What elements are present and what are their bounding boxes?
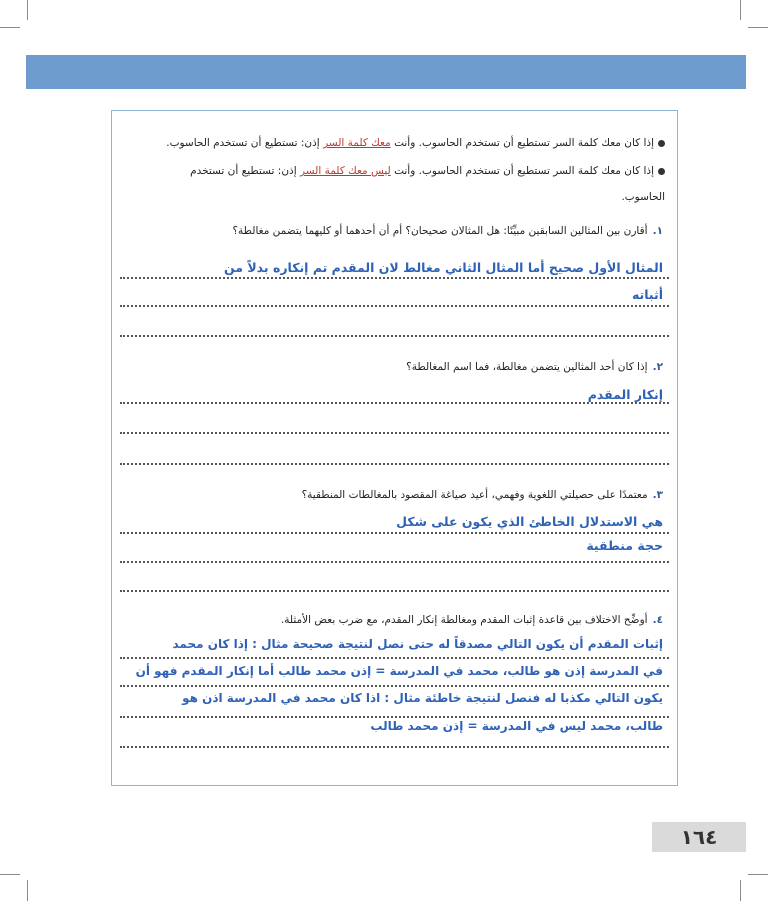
answer-line: إثبات المقدم أن يكون التالي مصدقاً له حتى نصل لنتيجة صحيحة مثال : إذا كان محمد — [172, 637, 663, 651]
dotted-line — [120, 716, 669, 718]
question-number: ١. — [652, 225, 663, 237]
intro-line-1 — [166, 137, 665, 149]
header-band — [26, 55, 746, 89]
crop-mark — [0, 27, 20, 28]
question-4 — [281, 614, 663, 626]
question-1 — [232, 225, 663, 237]
dotted-line — [120, 746, 669, 748]
crop-mark — [748, 27, 768, 28]
crop-mark — [27, 0, 28, 20]
dotted-line — [120, 402, 669, 404]
dotted-line — [120, 305, 669, 307]
page-number: ١٦٤ — [652, 822, 746, 852]
intro-line-2 — [190, 165, 665, 177]
answer-line: المثال الأول صحيح أما المثال الثاني مغالط لان المقدم تم إنكاره بدلاً من — [224, 260, 663, 275]
question-number: ٤. — [652, 614, 663, 626]
crop-mark — [740, 0, 741, 20]
intro-text: إذا كان معك كلمة السر تستطيع أن تستخدم الحاسوب. وأنت — [394, 165, 654, 177]
content-box — [111, 110, 678, 786]
bullet-icon — [658, 168, 665, 175]
question-2 — [406, 361, 663, 373]
bullet-icon — [658, 140, 665, 147]
dotted-line — [120, 561, 669, 563]
intro-text: إذن: تستطيع أن تستخدم — [190, 165, 297, 177]
highlight-text: معك كلمة السر — [323, 137, 391, 149]
answer-line: في المدرسة إذن هو طالب، محمد في المدرسة = إذن محمد طالب أما إنكار المقدم فهو أن — [135, 664, 663, 678]
crop-mark — [740, 880, 741, 901]
answer-line: أثباته — [631, 287, 663, 302]
intro-text: إذا كان معك كلمة السر تستطيع أن تستخدم الحاسوب. وأنت — [394, 137, 654, 149]
dotted-line — [120, 277, 669, 279]
crop-mark — [0, 874, 20, 875]
question-text: أقارن بين المثالين السابقين مبيِّنًا: هل المثالان صحيحان؟ أم أن أحدهما أو كليهما يتضمن مغالطة؟ — [232, 225, 648, 237]
answer-line: هي الاستدلال الخاطئ الذي يكون على شكل — [396, 514, 663, 529]
intro-line-3 — [621, 191, 665, 203]
question-text: أوضِّح الاختلاف بين قاعدة إثبات المقدم ومغالطة إنكار المقدم، مع ضرب بعض الأمثلة. — [280, 614, 648, 626]
crop-mark — [748, 874, 768, 875]
question-3 — [302, 489, 663, 501]
question-number: ٣. — [652, 489, 663, 501]
question-text: معتمدًا على حصيلتي اللغوية وفهمي، أعيد صياغة المقصود بالمغالطات المنطقية؟ — [301, 489, 648, 501]
question-text: إذا كان أحد المثالين يتضمن مغالطة، فما اسم المغالطة؟ — [406, 361, 648, 373]
answer-line: طالب، محمد ليس في المدرسة = إذن محمد طالب — [370, 719, 663, 733]
dotted-line — [120, 432, 669, 434]
dotted-line — [120, 335, 669, 337]
dotted-line — [120, 532, 669, 534]
intro-text: الحاسوب. — [621, 191, 665, 203]
dotted-line — [120, 685, 669, 687]
dotted-line — [120, 463, 669, 465]
answer-line: إنكار المقدم — [587, 387, 663, 402]
intro-text: إذن: تستطيع أن تستخدم الحاسوب. — [166, 137, 320, 149]
crop-mark — [27, 880, 28, 901]
answer-line: حجة منطقية — [586, 538, 663, 553]
highlight-text: ليس معك كلمة السر — [299, 165, 391, 177]
dotted-line — [120, 657, 669, 659]
dotted-line — [120, 590, 669, 592]
answer-line: يكون التالي مكذبا له فنصل لنتيجة خاطئة مثال : اذا كان محمد في المدرسة اذن هو — [182, 691, 663, 705]
question-number: ٢. — [652, 361, 663, 373]
